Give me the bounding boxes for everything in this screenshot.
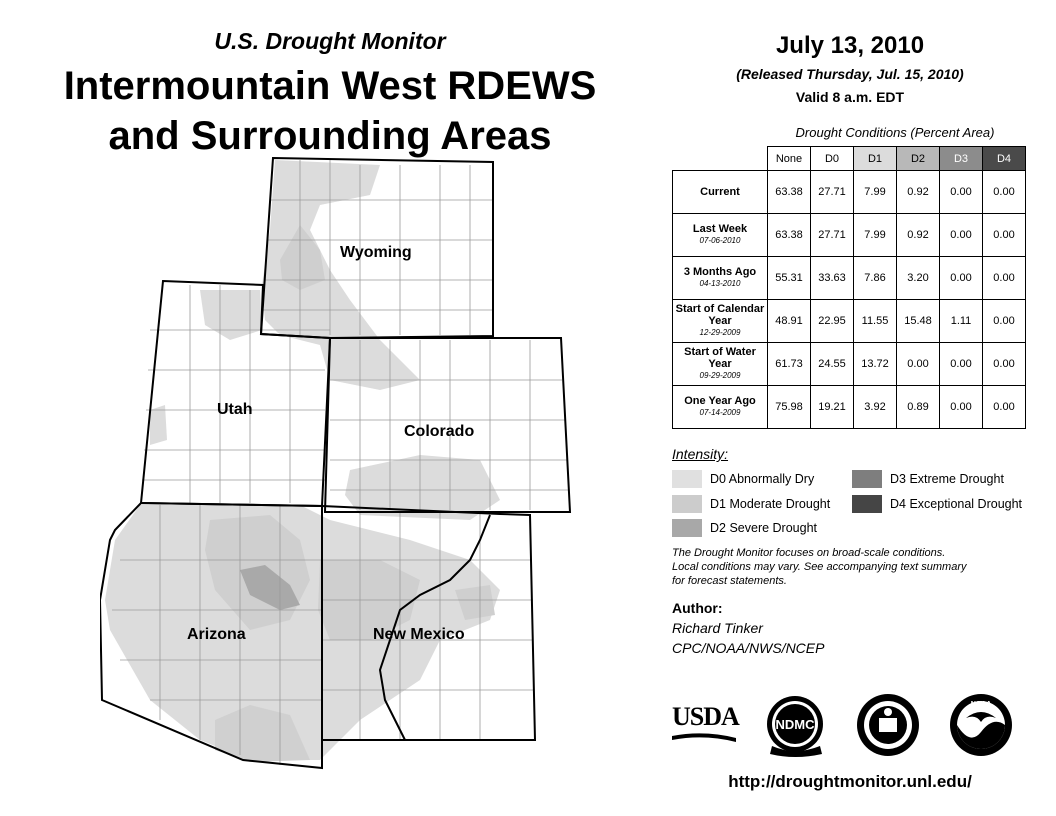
ndmc-logo-text: NDMC <box>775 717 815 732</box>
legend-item-d2 <box>672 519 817 537</box>
state-label-arizona: Arizona <box>187 626 246 643</box>
table-cell: 0.00 <box>983 171 1026 214</box>
column-header-none: None <box>768 147 811 171</box>
table-cell: 1.11 <box>940 300 983 343</box>
commerce-seal-logo <box>855 692 921 758</box>
table-row-3-months-ago <box>673 257 1026 300</box>
table-cell: 75.98 <box>768 386 811 429</box>
table-row-start-calendar-year <box>673 300 1026 343</box>
row-label <box>673 214 768 257</box>
drought-map <box>100 150 580 780</box>
column-header-d2: D2 <box>897 147 940 171</box>
row-label-text: Start of Calendar Year <box>675 303 765 327</box>
table-cell: 63.38 <box>768 214 811 257</box>
release-date: (Released Thursday, Jul. 15, 2010) <box>736 66 964 82</box>
usda-logo-text: USDA <box>672 702 739 731</box>
row-label <box>673 257 768 300</box>
legend-item-d1 <box>672 495 830 513</box>
row-label-text: Current <box>700 186 740 198</box>
noaa-logo <box>948 692 1014 758</box>
row-label-text: Start of Water Year <box>684 346 756 370</box>
table-cell: 3.92 <box>854 386 897 429</box>
table-cell: 0.00 <box>940 343 983 386</box>
legend-label: D1 Moderate Drought <box>710 497 831 511</box>
row-label-text: One Year Ago <box>684 395 756 407</box>
row-date: 07-14-2009 <box>699 408 741 417</box>
table-cell: 24.55 <box>811 343 854 386</box>
noaa-logo-text: NOAA <box>970 701 992 708</box>
author-name: Richard Tinker <box>672 620 763 636</box>
table-cell: 7.86 <box>854 257 897 300</box>
table-cell: 0.89 <box>897 386 940 429</box>
legend-item-d4 <box>852 495 1022 513</box>
table-row-last-week <box>673 214 1026 257</box>
author-heading: Author: <box>672 600 723 616</box>
row-label <box>673 343 768 386</box>
table-cell: 61.73 <box>768 343 811 386</box>
table-cell: 55.31 <box>768 257 811 300</box>
table-row-current <box>673 171 1026 214</box>
legend-swatch <box>672 495 702 513</box>
table-cell: 15.48 <box>897 300 940 343</box>
table-cell: 19.21 <box>811 386 854 429</box>
table-row-start-water-year <box>673 343 1026 386</box>
table-cell: 0.00 <box>940 386 983 429</box>
table-cell: 0.00 <box>983 300 1026 343</box>
column-header-d4: D4 <box>983 147 1026 171</box>
table-cell: 13.72 <box>854 343 897 386</box>
legend-heading: Intensity: <box>672 446 729 462</box>
map-title-line-2: and Surrounding Areas <box>108 114 552 158</box>
table-row-one-year-ago <box>673 386 1026 429</box>
state-label-colorado: Colorado <box>404 423 475 440</box>
usda-logo <box>672 702 739 746</box>
note-line: The Drought Monitor focuses on broad-scale conditions. <box>672 547 946 559</box>
state-label-new-mexico: New Mexico <box>373 626 465 643</box>
table-cell: 7.99 <box>854 214 897 257</box>
state-label-utah: Utah <box>217 401 253 418</box>
legend-label: D2 Severe Drought <box>710 521 818 535</box>
column-header-d0: D0 <box>811 147 854 171</box>
usda-logo-swoosh <box>672 732 736 746</box>
legend-item-d3 <box>852 470 1004 488</box>
legend-swatch <box>672 519 702 537</box>
legend-item-d0 <box>672 470 814 488</box>
note-line: Local conditions may vary. See accompanying text summary <box>672 561 967 573</box>
legend-swatch <box>852 495 882 513</box>
table-cell: 3.20 <box>897 257 940 300</box>
row-label <box>673 300 768 343</box>
table-cell: 27.71 <box>811 171 854 214</box>
legend-label: D0 Abnormally Dry <box>710 472 815 486</box>
table-cell: 0.00 <box>897 343 940 386</box>
table-caption: Drought Conditions (Percent Area) <box>795 125 995 140</box>
d0-area-west-utah <box>150 405 167 445</box>
table-cell: 0.92 <box>897 214 940 257</box>
row-date: 07-06-2010 <box>699 236 741 245</box>
row-date: 12-29-2009 <box>699 328 741 337</box>
map-date: July 13, 2010 <box>775 32 925 59</box>
disclaimer-note <box>672 546 1032 588</box>
table-cell: 27.71 <box>811 214 854 257</box>
legend-swatch <box>852 470 882 488</box>
table-cell: 0.00 <box>940 214 983 257</box>
table-cell: 0.92 <box>897 171 940 214</box>
row-label-text: Last Week <box>692 223 748 235</box>
table-cell: 0.00 <box>983 343 1026 386</box>
table-cell: 0.00 <box>983 386 1026 429</box>
table-cell: 11.55 <box>854 300 897 343</box>
ndmc-logo <box>762 694 832 760</box>
row-label <box>673 386 768 429</box>
table-cell: 0.00 <box>940 171 983 214</box>
state-label-wyoming: Wyoming <box>340 244 412 261</box>
drought-conditions-table <box>672 146 1026 429</box>
column-header-d1: D1 <box>854 147 897 171</box>
table-header-row <box>673 147 1026 171</box>
map-subtitle: U.S. Drought Monitor <box>214 28 446 54</box>
table-cell: 48.91 <box>768 300 811 343</box>
table-cell: 22.95 <box>811 300 854 343</box>
table-cell: 63.38 <box>768 171 811 214</box>
map-title-line-1: Intermountain West RDEWS <box>63 64 597 108</box>
table-cell: 33.63 <box>811 257 854 300</box>
row-date: 09-29-2009 <box>699 371 741 380</box>
legend-swatch <box>672 470 702 488</box>
table-corner <box>673 147 768 171</box>
row-date: 04-13-2010 <box>699 279 741 288</box>
website-url[interactable]: http://droughtmonitor.unl.edu/ <box>728 772 972 791</box>
table-cell: 0.00 <box>983 257 1026 300</box>
legend-label: D4 Exceptional Drought <box>890 497 1023 511</box>
row-label <box>673 171 768 214</box>
table-cell: 0.00 <box>940 257 983 300</box>
author-org: CPC/NOAA/NWS/NCEP <box>672 640 825 656</box>
column-header-d3: D3 <box>940 147 983 171</box>
table-cell: 7.99 <box>854 171 897 214</box>
note-line: for forecast statements. <box>672 575 787 587</box>
table-cell: 0.00 <box>983 214 1026 257</box>
legend-label: D3 Extreme Drought <box>890 472 1004 486</box>
row-label-text: 3 Months Ago <box>683 266 757 278</box>
valid-time: Valid 8 a.m. EDT <box>795 89 905 105</box>
